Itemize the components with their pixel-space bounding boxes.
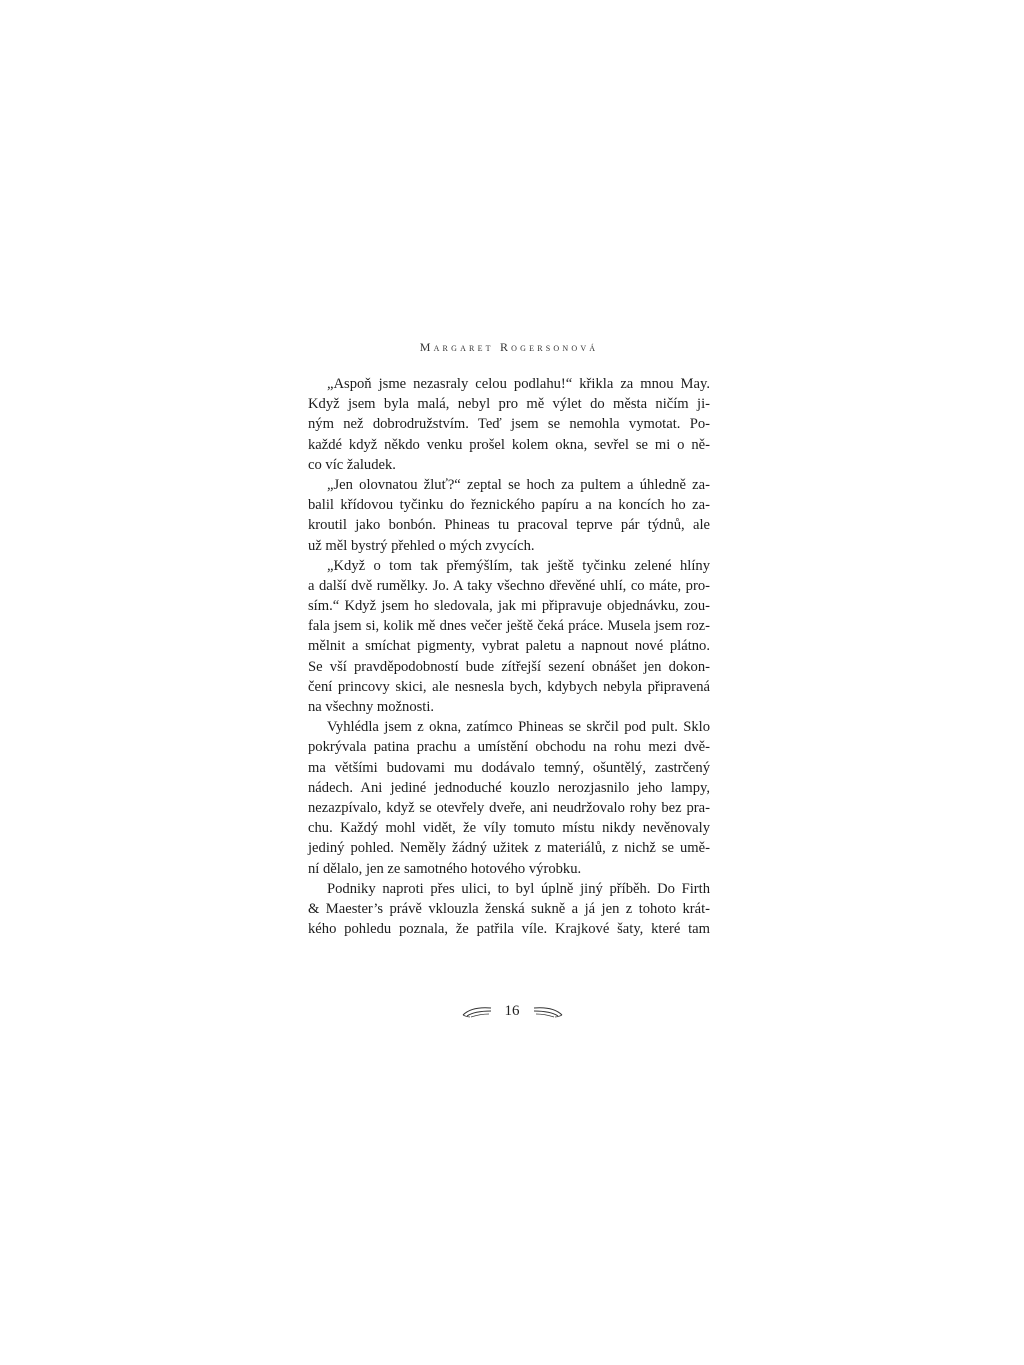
left-swash-ornament-icon [461, 1003, 493, 1019]
running-head: Margaret Rogersonová [419, 340, 599, 354]
text-line: na všechny možnosti. [308, 699, 435, 715]
text-line: ma většími budovami mu dodávalo temný, ošuntělý, zastrčený [308, 759, 710, 776]
text-line: kého pohledu poznala, že patřila víle. Krajkové šaty, které tam [308, 921, 710, 938]
text-line: balil křídovou tyčinku do řeznického papíru a na koncích ho za- [308, 497, 710, 514]
text-line: „Když o tom tak přemýšlím, tak ještě tyčinku zelené hlíny [327, 557, 710, 574]
body-text [308, 374, 710, 939]
text-line: „Aspoň jsme nezasraly celou podlahu!“ křikla za mnou May. [327, 376, 710, 392]
folio [458, 1000, 566, 1022]
text-line: co víc žaludek. [308, 456, 396, 473]
text-line: „Jen olovnatou žluť?“ zeptal se hoch za pultem a úhledně za- [327, 476, 710, 493]
text-line: nádech. Ani jediné jednoduché kouzlo nerozjasnilo jeho lampy, [308, 779, 710, 796]
text-line: mělnit a smíchat pigmenty, vybrat paletu a napnout nové plátno. [308, 638, 710, 655]
text-line: jediný pohled. Neměly žádný užitek z materiálů, z nichž se umě- [308, 840, 710, 857]
text-line: nezazpívalo, když se otevřely dveře, ani neudržovalo rohy bez pra- [308, 799, 710, 816]
text-line: ným než dobrodružstvím. Teď jsem se nemohla vymotat. Po- [308, 416, 710, 433]
text-line: Podniky naproti přes ulici, to byl úplně jiný příběh. Do Firth [327, 880, 710, 897]
text-line: ní dělalo, jen ze samotného hotového výrobku. [308, 860, 582, 877]
text-line: chu. Každý mohl vidět, že víly tomuto místu nikdy nevěnovaly [308, 820, 710, 837]
text-line: a další dvě rumělky. Jo. A taky všechno dřevěné uhlí, co máte, pro- [308, 577, 710, 594]
text-line: sím.“ Když jsem ho sledovala, jak mi připravuje objednávku, zou- [308, 598, 710, 615]
text-line: fala jsem si, kolik mě dnes večer ještě čeká práce. Musela jsem roz- [308, 618, 710, 635]
text-line: pokrývala patina prachu a umístění obchodu na rohu mezi dvě- [308, 739, 710, 756]
page-number: 16 [504, 1002, 520, 1019]
text-line: Když jsem byla malá, nebyl pro mě výlet do města ničím ji- [308, 396, 710, 413]
text-line: každé když někdo venku prošel kolem okna, sevřel se mi o ně- [308, 436, 710, 453]
right-swash-ornament-icon [532, 1003, 564, 1019]
text-line: & Maester’s právě vklouzla ženská sukně a já jen z tohoto krát- [308, 900, 710, 917]
text-line: kroutil jako bonbón. Phineas tu pracoval teprve pár týdnů, ale [308, 517, 710, 534]
text-line: Vyhlédla jsem z okna, zatímco Phineas se skrčil pod pult. Sklo [327, 719, 710, 736]
text-line: už měl bystrý přehled o mých zvycích. [308, 537, 535, 554]
text-line: Se vší pravděpodobností bude zítřejší sezení obnášet jen dokon- [308, 658, 710, 675]
text-line: čení princovy skici, ale nesnesla bych, kdybych nebyla připravená [308, 678, 710, 695]
